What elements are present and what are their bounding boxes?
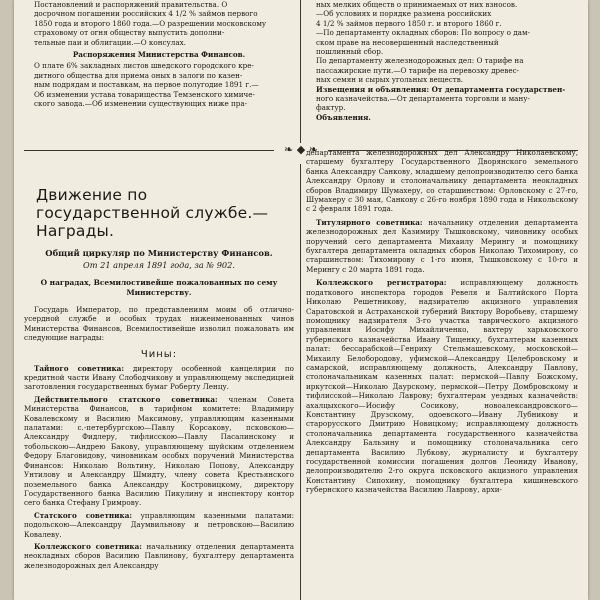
contents-line: тельные паи и облигации.—О консулах. [34, 37, 186, 47]
contents-line: ского завода.—Об изменении существующих ниже пра- [34, 99, 248, 109]
ornament-divider: ❧ ◆ ❧ [274, 143, 328, 157]
rank-label: Коллежского регистратора: [316, 278, 447, 288]
contents-line: досрочном погашении российских 4 1/2 % займов первого [34, 9, 258, 19]
article-subtitle: Общий циркуляр по Министерству Финансов. [45, 248, 273, 258]
contents-line: Постановлений и распоряжений правительства. О [34, 0, 228, 9]
rank-label: Титулярного советника: [316, 217, 423, 227]
order-heading: О наградах, Всемилостивейше пожалованных по сему Министерству. [40, 278, 278, 297]
contents-line: Извещения и объявления: От департамента государствен- [316, 84, 566, 94]
column-divider [300, 0, 301, 146]
contents-line: —Об условиях и порядке размена российских [316, 9, 492, 19]
rank-label: Коллежского советника: [34, 541, 142, 551]
award-paragraph [24, 364, 294, 392]
contents-column-left [24, 0, 294, 146]
award-text: директору особенной канцелярии по кредитной части Ивану Слободчикову и управляющему экспедицией заготовления государственных бумаг Роберту Ленцу. [24, 363, 294, 392]
ranks-heading: Чины: [140, 348, 178, 360]
award-paragraph [24, 511, 294, 539]
award-text: начальнику отделения департамента железнодорожных дел Казимиру Тышковскому, чиновнику особых поручений сего департамента Михаилу Мерингу и помощнику бухгалтера департамента окладных сборов Николаю Тихомирову, со старшинством: Тихомирову с 1-го июня, Тышковскому с 10-го и Мерингу с 20 марта 1891 года. [306, 217, 578, 274]
award-paragraph [24, 542, 294, 570]
award-text: департамента железнодорожных дел Александру Николаевскому, старшему бухгалтеру Государственного Дворянского земельного банка Александру Санкову, младшему делопроизводителю сего банка Александру Орлову и столоначальнику департамента неокладных сборов Владимиру Шумахеру, со старшинством: Орловскому с 27-го, Шумахеру с 30 мая, Санкову с 26-го ноября 1890 года и Никольскому с 2 февраля 1891 года. [306, 148, 578, 214]
contents-line: ного казначейства.—От департамента торговли и ману- [316, 94, 530, 104]
rank-label: Тайного советника: [34, 363, 124, 373]
rank-label: Действительного статского советника: [34, 394, 218, 404]
award-text: членам Совета Министерства Финансов, в тарифном комитете: Владимиру Ковалевскому и Василию Максимову, управляющим казенными палатами: с.-петербургскою—Павлу Корсакову, псковскою—Александру Фидлеру, тифлисскою—Павлу Пасалинскому и тобольскою—Андрею Бакову, управляющему шуйским отделением Федору Благовидову, чиновникам особых поручений Министерства Финансов: Николаю Вольтину, Николаю Попову, Александру Унтилову и Александру Шмидту, члену совета Крестьянского поземельного банка Александру Костровицкому, директору Государственного банка Василию Пикулину и инспектору контор сего банка Стефану Гримрову. [24, 394, 294, 508]
award-paragraph [306, 148, 578, 214]
award-text: начальнику отделения департамента неокладных сборов Василию Павлинову, бухгалтеру департамента железнодорожных дел Александру [24, 541, 294, 570]
contents-line: ным подрядам и поставкам, на первое полугодие 1891 г.— [34, 80, 259, 90]
article-column-right [306, 148, 578, 600]
contents-line: По департаменту железнодорожных дел: О тарифе на [316, 56, 524, 66]
award-text: исправляющему должность податкового инспектора городов Ревеля и Балтийского Порта Николаю Решетникову, надзирателю акцизного управления Саратовской и Астраханской губерний Виктору Воробьеву, старшему помощнику надзирателя 3-го участка таврического акцизного управления Иосифу Михайличенко, вахтеру харьковского губернского казначейства Ивану Тищенку, бухгалтерам казенных палат: бессарабской—Генриху Стельмашевскому, московской—Михаилу Белобородову, уфимской—Александру Целебровскому и самарской, исправляющему должность, Александру Павлову, столоначальникам казенных палат: пермской—Павлу Божскому, иркутской—Николаю Даурскому, пермской—Петру Домбровскому и тифлисской—Николаю Лаврову; бухгалтерам уездных казначейств: ахалцыхского—Иосифу Сосикову, новоалександровского—Константину Друзскому, одоевского—Ивану Лубникову и старорусского Дмитрию Новицкому; исправляющему должность столоначальника департамента государственного казначейства Александру Бальзину и помощнику столоначальника сего департамента Василию Лубкову, журналисту и бухгалтеру государственной комиссии погашения долгов Леониду Иванову, делопроизводителю 2-го округа псковского акцизного управления Константину Сипохину, помощнику бухгалтера кишиневского губернского казначейства Василию Лаврову, архи- [306, 278, 578, 495]
intro-paragraph: Государь Император, по представлениям моим об отлично-усердной службе и особых трудах нижеименованных чинов Министерства Финансов, Всемилостивейше изволил пожаловать им следующие награды: [24, 305, 294, 343]
article-title: Движение по государственной службе.—Награды. [36, 186, 269, 240]
article-date: От 21 апреля 1891 года, за № 902. [83, 260, 235, 270]
contents-line: О плате 6% закладных листов шведского городского кре- [34, 61, 254, 71]
contents-line: пассажирские пути.—О тарифе на перевозку древес- [316, 65, 520, 75]
contents-section-heading: Объявления. [316, 112, 371, 122]
column-divider [300, 164, 301, 600]
award-paragraph [306, 278, 578, 494]
contents-line: Об изменении устава товарищества Темзенского химиче- [34, 89, 255, 99]
contents-section-heading: Распоряжения Министерства Финансов. [72, 50, 246, 60]
contents-line: пошлинный сбор. [316, 47, 384, 57]
contents-line: дитного общества для приема оных в залоги по казен- [34, 70, 243, 80]
award-paragraph [306, 218, 578, 274]
article-column-left [24, 164, 294, 600]
contents-line: —По департаменту окладных сборов: По вопросу о дам- [316, 28, 530, 38]
contents-column-right [306, 0, 578, 146]
contents-line: страховому от огня обществу выпустить дополни- [34, 28, 225, 38]
rank-label: Статского советника: [34, 510, 133, 520]
contents-line: 1850 года и второго 1860 года.—О разрешении московскому [34, 18, 267, 28]
contents-line: ных мелких обществ о принимаемых от них взносов. [316, 0, 518, 9]
contents-line: 4 1/2 % займов первого 1850 г. и второго 1860 г. [316, 18, 502, 28]
contents-line: фактур. [316, 103, 346, 113]
award-text: управляющим казенными палатами: подольскою—Александру Даумвильнову и петровскою—Василию Ковалеву. [24, 510, 294, 539]
contents-line: ных семян и сырых угольных веществ. [316, 75, 464, 85]
contents-line: ском праве на несовершенный наследственный [316, 37, 499, 47]
newspaper-page [14, 0, 588, 600]
award-paragraph [24, 395, 294, 508]
